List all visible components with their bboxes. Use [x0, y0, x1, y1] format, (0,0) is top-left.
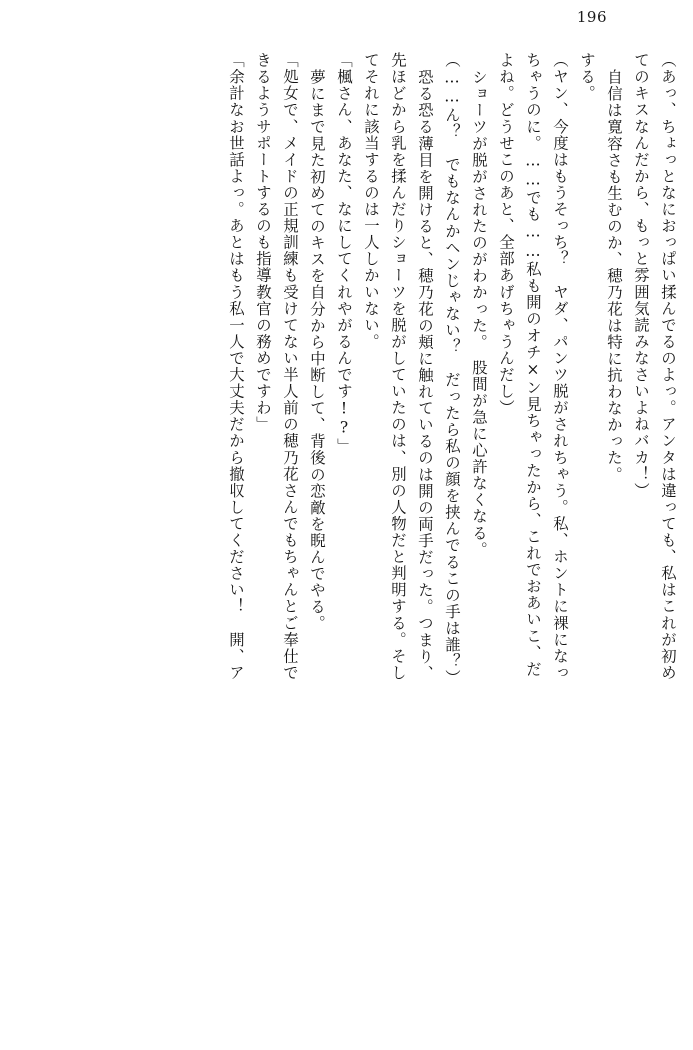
page-number: 196 — [576, 8, 607, 26]
text-line: （……ん？ でもなんかヘンじゃない？ だったら私の顔を挟んでるこの手は誰？） — [443, 52, 461, 687]
vertical-text-body — [18, 52, 675, 1016]
text-line: きるようサポートするのも指導教官の務めですわ」 — [254, 52, 272, 433]
text-line: 恐る恐る薄目を開けると、穂乃花の頬に触れているのは開の両手だった。つまり、 — [416, 69, 434, 682]
text-line: する。 — [578, 52, 596, 102]
text-line: 「処女で、メイドの正規訓練も受けてない半人前の穂乃花さんでもちゃんとご奉仕で — [281, 52, 299, 681]
text-line: よね。どうせこのあと、全部あげちゃうんだし） — [497, 52, 515, 417]
text-line: （あっ、ちょっとなにおっぱい揉んでるのよっ。アンタは違っても、私はこれが初め — [659, 52, 677, 681]
text-line: ショーツが脱がされたのがわかった。 股間が急に心許なくなる。 — [470, 69, 488, 558]
text-line: 「余計なお世話よっ。あとはもう私一人で大丈夫だから撤収してください！ 開、ア — [227, 52, 245, 681]
text-line: 自信は寛容さも生むのか、穂乃花は特に抗わなかった。 — [605, 69, 623, 483]
text-line: （ヤン、今度はもうそっち？ ヤダ、パンツ脱がされちゃう。私、ホントに裸になっ — [551, 52, 569, 681]
text-line: 先ほどから乳を揉んだりショーツを脱がしていたのは、別の人物だと判明する。そし — [389, 52, 407, 681]
text-line: ちゃうのに。……でも……私も開のオチ×ン見ちゃったから、これでおあいこ、だ — [524, 52, 542, 678]
text-line: 「楓さん、あなた、なにしてくれやがるんです!?」 — [335, 52, 353, 455]
text-line: 夢にまで見た初めてのキスを自分から中断して、背後の恋敵を睨んでやる。 — [308, 69, 326, 632]
text-line: てのキスなんだから、もっと雰囲気読みなさいよねバカ！） — [632, 52, 650, 499]
text-line: てそれに該当するのは一人しかいない。 — [362, 52, 380, 350]
